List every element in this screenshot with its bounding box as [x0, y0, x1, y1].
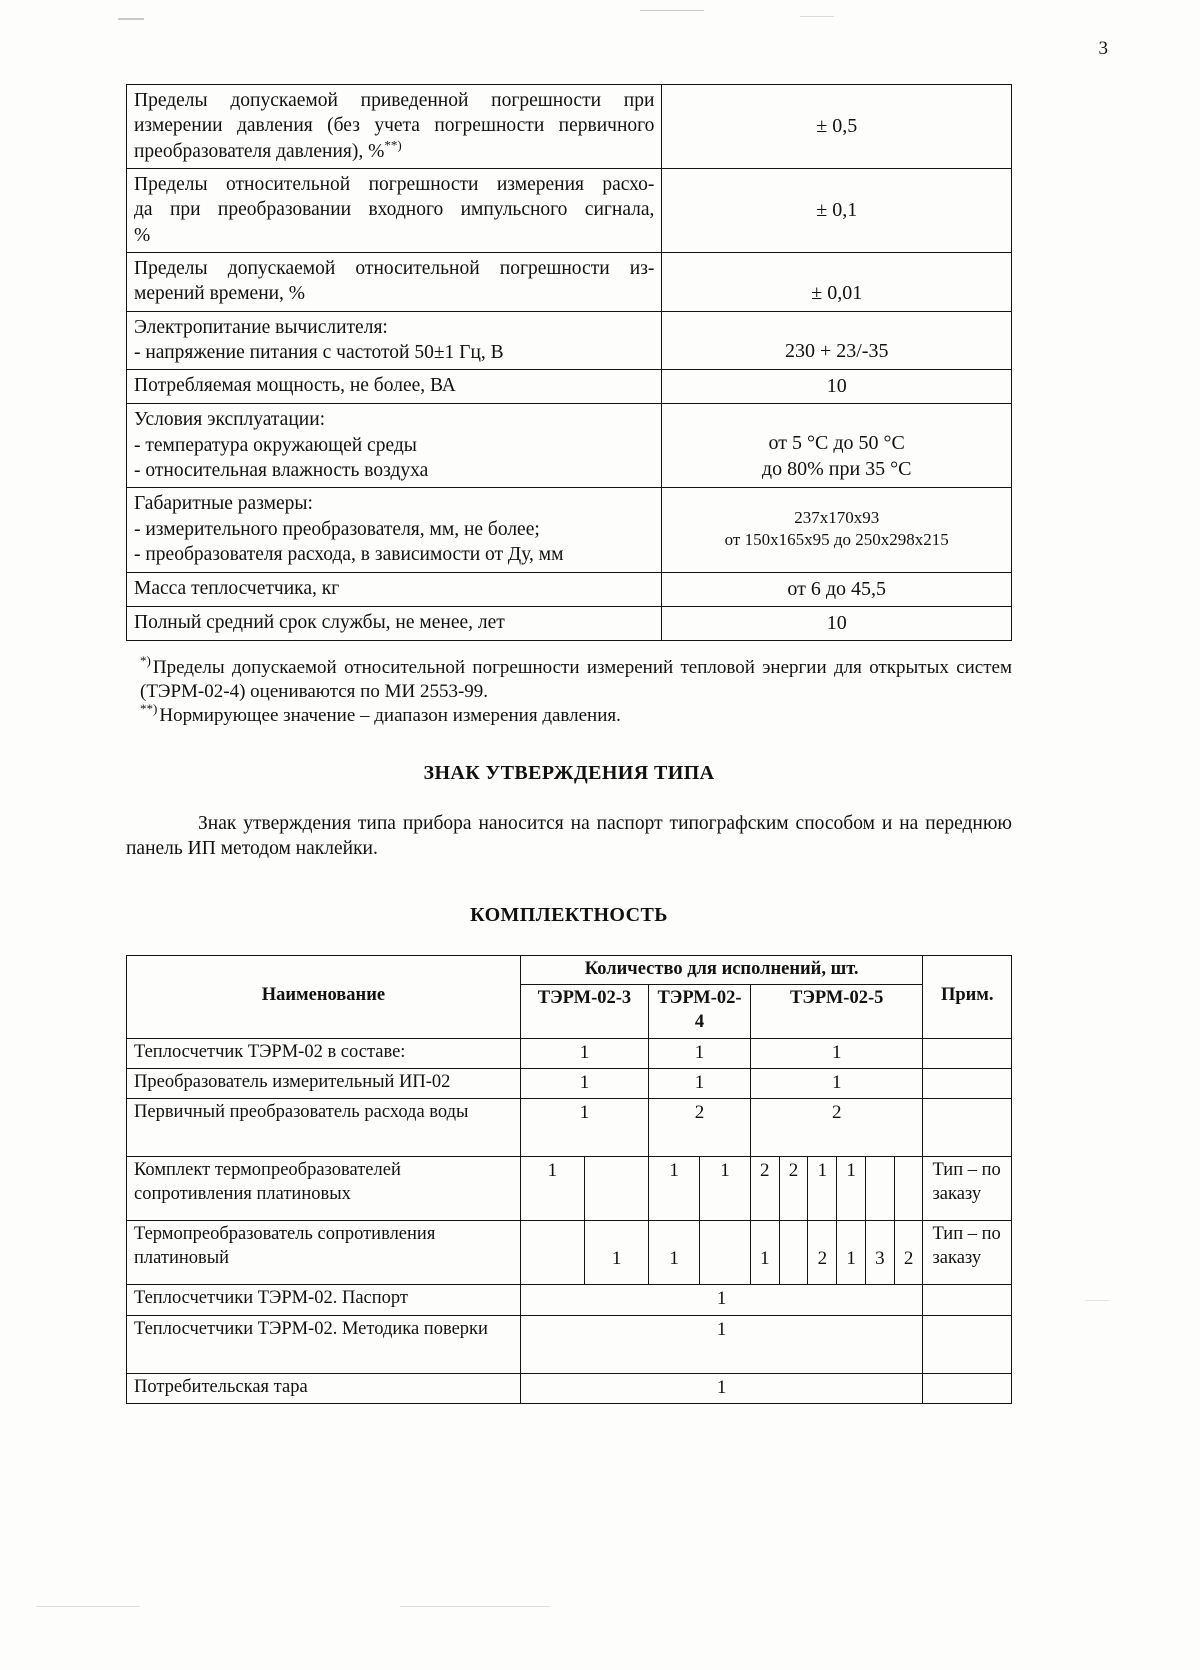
spec-value: 230 + 23/-35	[662, 311, 1012, 370]
kit-qty-v3: 1	[520, 1038, 648, 1068]
kit-qty-cell: 1	[751, 1221, 780, 1284]
table-row	[127, 1221, 1012, 1285]
kit-header-variant-3: ТЭРМ-02-5	[750, 985, 923, 1038]
kit-qty-all: 1	[520, 1373, 923, 1403]
spec-label: Габаритные размеры: - измерительного преобразователя, мм, не более; - преобразователя расхода, в зависимости от Ду, мм	[127, 488, 662, 572]
table-row	[127, 1373, 1012, 1403]
kit-note	[923, 1038, 1012, 1068]
spec-value: от 5 °С до 50 °С до 80% при 35 °С	[662, 404, 1012, 488]
spec-value: 237x170x93 от 150x165x95 до 250x298x215	[662, 488, 1012, 572]
table-row	[127, 1285, 1012, 1315]
kit-header-name: Наименование	[127, 955, 521, 1038]
scan-artifact	[640, 10, 704, 11]
spec-label: Потребляемая мощность, не более, ВА	[127, 370, 662, 404]
scan-artifact	[800, 16, 834, 17]
kit-header-note: Прим.	[923, 955, 1012, 1038]
kit-note	[923, 1285, 1012, 1315]
kit-item-name: Теплосчетчики ТЭРМ-02. Методика поверки	[127, 1315, 521, 1373]
kit-note	[923, 1315, 1012, 1373]
spec-value: от 6 до 45,5	[662, 572, 1012, 606]
kit-qty-cell	[700, 1221, 750, 1284]
kit-qty-cell: 1	[837, 1221, 866, 1284]
completeness-heading: КОМПЛЕКТНОСТЬ	[470, 903, 668, 926]
footnote-text: Пределы допускаемой относительной погрешности измерений тепловой энергии для открытых систем (ТЭРМ-02-4) оцениваются по МИ 2553-99.	[140, 656, 1012, 702]
kit-qty-v3: 1	[520, 1099, 648, 1157]
table-row	[127, 370, 1012, 404]
table-row	[127, 572, 1012, 606]
spec-value: ± 0,5	[662, 85, 1012, 169]
specs-table	[126, 84, 1012, 641]
kit-header-row	[127, 955, 1012, 985]
kit-qty-cell: 1	[837, 1157, 866, 1220]
kit-qty-v5-split	[750, 1221, 923, 1285]
kit-qty-cell: 1	[611, 1248, 622, 1270]
kit-qty-v5-split	[750, 1157, 923, 1221]
kit-note	[923, 1099, 1012, 1157]
table-row	[127, 311, 1012, 370]
kit-qty-cell: 2	[808, 1221, 837, 1284]
scan-artifact	[400, 1606, 550, 1607]
table-row	[127, 85, 1012, 169]
kit-qty-v3-split	[520, 1221, 648, 1285]
kit-qty-cell: 1	[649, 1221, 700, 1284]
kit-note: Тип – по заказу	[923, 1157, 1012, 1221]
kit-qty-all: 1	[520, 1285, 923, 1315]
footnote-2	[126, 701, 1012, 728]
kit-qty-v5: 1	[750, 1068, 923, 1098]
table-row	[127, 1038, 1012, 1068]
scan-artifact	[1085, 1300, 1109, 1301]
footnote-marker: **)	[140, 701, 158, 717]
kit-qty-cell: 2	[751, 1157, 780, 1220]
kit-item-name: Термопреобразователь сопротивления платиновый	[127, 1221, 521, 1285]
kit-qty-v4-split	[649, 1157, 751, 1221]
type-mark-heading: ЗНАК УТВЕРЖДЕНИЯ ТИПА	[423, 761, 715, 784]
kit-qty-cell: 2	[903, 1248, 914, 1270]
kit-qty-cell: 1	[808, 1157, 837, 1220]
table-row	[127, 1068, 1012, 1098]
kit-header-variant-1: ТЭРМ-02-3	[520, 985, 648, 1038]
spec-value: ± 0,1	[662, 169, 1012, 253]
kit-note	[923, 1373, 1012, 1403]
kit-qty-v4: 1	[649, 1068, 751, 1098]
table-row	[127, 606, 1012, 640]
kit-qty-v4: 2	[649, 1099, 751, 1157]
kit-qty-v3-split	[520, 1157, 648, 1221]
table-row	[127, 169, 1012, 253]
spec-label: Условия эксплуатации: - температура окружающей среды - относительная влажность воздуха	[127, 404, 662, 488]
spec-label: Электропитание вычислителя: - напряжение питания с частотой 50±1 Гц, В	[127, 311, 662, 370]
table-row	[127, 488, 1012, 572]
footnote-ref: **)	[384, 137, 402, 153]
table-row	[127, 1099, 1012, 1157]
spec-label: Полный средний срок службы, не менее, лет	[127, 606, 662, 640]
page-number: 3	[1098, 38, 1108, 59]
kit-qty-cell	[780, 1221, 809, 1284]
kit-qty-cell: 1	[720, 1160, 730, 1182]
kit-qty-v4: 1	[649, 1038, 751, 1068]
kit-qty-cell	[866, 1157, 895, 1220]
kit-item-name: Теплосчетчик ТЭРМ-02 в составе:	[127, 1038, 521, 1068]
kit-qty-cell	[895, 1157, 923, 1220]
kit-item-name: Комплект термопреобразователей сопротивления платиновых	[127, 1157, 521, 1221]
spec-label: Пределы допускаемой относительной погрешности из- мерений времени, %	[127, 253, 662, 312]
table-row	[127, 1157, 1012, 1221]
kit-qty-cell: 2	[780, 1157, 809, 1220]
footnote-text: Нормирующее значение – диапазон измерения давления.	[159, 704, 621, 726]
type-mark-paragraph: Знак утверждения типа прибора наносится на паспорт типографским способом и на переднюю панель ИП методом наклейки.	[126, 812, 1012, 860]
kit-note	[923, 1068, 1012, 1098]
kit-table	[126, 955, 1012, 1404]
kit-note: Тип – по заказу	[923, 1221, 1012, 1285]
footnotes	[126, 653, 1012, 728]
kit-header-variant-2: ТЭРМ-02-4	[649, 985, 751, 1038]
scan-artifact	[36, 1606, 140, 1607]
kit-qty-v5: 1	[750, 1038, 923, 1068]
kit-qty-v5: 2	[750, 1099, 923, 1157]
kit-item-name: Преобразователь измерительный ИП-02	[127, 1068, 521, 1098]
table-row	[127, 1315, 1012, 1373]
kit-qty-cell: 1	[521, 1157, 585, 1220]
kit-table-wrapper	[126, 955, 1012, 1404]
page-content	[126, 84, 1012, 1404]
kit-header-quantity-group: Количество для исполнений, шт.	[520, 955, 923, 985]
kit-qty-v3: 1	[520, 1068, 648, 1098]
spec-label: Пределы относительной погрешности измерения расхо- да при преобразовании входного импульсного сигнала, %	[127, 169, 662, 253]
kit-item-name: Первичный преобразователь расхода воды	[127, 1099, 521, 1157]
footnote-1	[126, 653, 1012, 704]
kit-qty-cell: 1	[649, 1157, 700, 1220]
scan-artifact	[118, 18, 144, 20]
spec-value: 10	[662, 370, 1012, 404]
kit-qty-all: 1	[520, 1315, 923, 1373]
kit-item-name: Потребительская тара	[127, 1373, 521, 1403]
table-row	[127, 404, 1012, 488]
footnote-marker: *)	[140, 653, 151, 669]
spec-value: ± 0,01	[662, 253, 1012, 312]
spec-label: Масса теплосчетчика, кг	[127, 572, 662, 606]
spec-label: Пределы допускаемой приведенной погрешности при измерении давления (без учета погрешности первичного преобразователя давления), %**)	[127, 85, 662, 169]
kit-qty-cell: 3	[866, 1221, 895, 1284]
kit-item-name: Теплосчетчики ТЭРМ-02. Паспорт	[127, 1285, 521, 1315]
table-row	[127, 253, 1012, 312]
spec-value: 10	[662, 606, 1012, 640]
kit-qty-v4-split	[649, 1221, 751, 1285]
kit-qty-cell	[585, 1157, 648, 1220]
kit-qty-cell	[521, 1221, 585, 1284]
